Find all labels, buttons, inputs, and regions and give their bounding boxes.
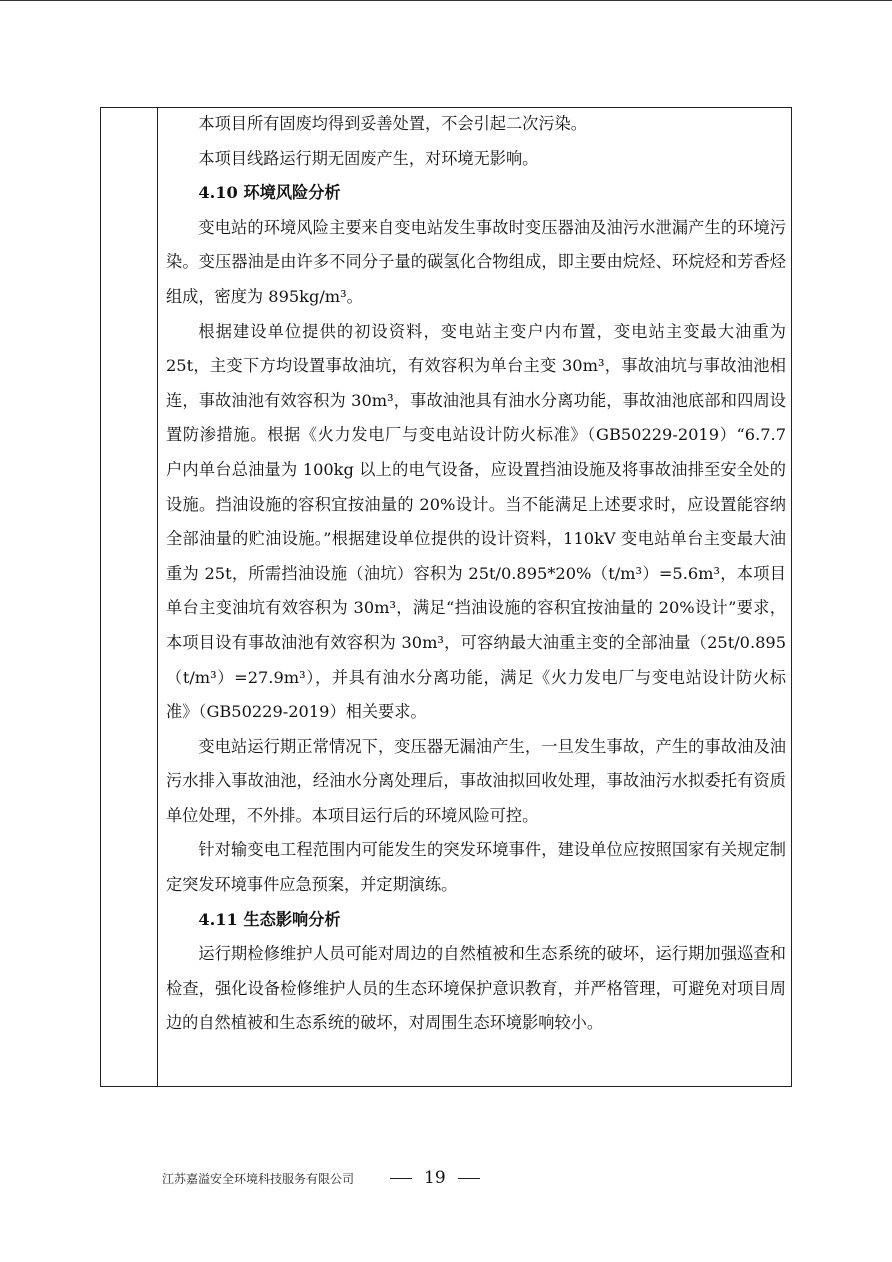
paragraph: 针对输变电工程范围内可能发生的突发环境事件，建设单位应按照国家有关规定制定突发环境事件应急预案，并定期演练。 <box>166 840 786 895</box>
page-number <box>378 1168 492 1188</box>
dash-left <box>390 1178 412 1179</box>
dash-right <box>458 1178 480 1179</box>
paragraph: 变电站运行期正常情况下，变压器无漏油产生，一旦发生事故，产生的事故油及油污水排入事故油池，经油水分离处理后，事故油拟回收处理，事故油污水拟委托有资质单位处理，不外排。本项目运行后的环境风险可控。 <box>166 736 786 825</box>
page-number-value: 19 <box>424 1168 446 1188</box>
column-divider <box>157 108 158 1086</box>
paragraph: 变电站的环境风险主要来自变电站发生事故时变压器油及油污水泄漏产生的环境污染。变压器油是由许多不同分子量的碳氢化合物组成，即主要由烷烃、环烷烃和芳香烃组成，密度为 895kg/m³。 <box>166 217 786 306</box>
company-name: 江苏嘉溢安全环境科技服务有限公司 <box>162 1171 355 1186</box>
paragraph: 本项目线路运行期无固废产生，对环境无影响。 <box>198 148 539 168</box>
section-heading: 4.10 环境风险分析 <box>198 183 341 203</box>
section-heading: 4.11 生态影响分析 <box>198 909 341 929</box>
body-text <box>166 107 786 1041</box>
top-rule <box>0 0 892 1</box>
page-footer <box>162 1166 492 1190</box>
paragraph: 本项目所有固废均得到妥善处置，不会引起二次污染。 <box>198 114 587 133</box>
paragraph: 根据建设单位提供的初设资料，变电站主变户内布置，变电站主变最大油重为 25t，主变下方均设置事故油坑，有效容积为单台主变 30m³，事故油坑与事故油池相连，事故油池有效容积为 30m³，事故油池具有油水分离功能，事故油池底部和四周设置防渗措施。根据《火力发电厂与变电站设计防火标准》（GB50229-2019）“6.7.7 户内单台总油量为 100kg 以上的电气设备，应设置挡油设施及将事故油排至安全处的设施。挡油设施的容积宜按油量的 20%设计。当不能满足上述要求时，应设置能容纳全部油量的贮油设施。”根据建设单位提供的设计资料，110kV 变电站单台主变最大油重为 25t，所需挡油设施（油坑）容积为 25t/0.895*20%（t/m³）=5.6m³，本项目单台主变油坑有效容积为 30m³，满足“挡油设施的容积宜按油量的 20%设计”要求，本项目设有事故油池有效容积为 30m³，可容纳最大油重主变的全部油量（25t/0.895（t/m³）=27.9m³），并具有油水分离功能，满足《火力发电厂与变电站设计防火标准》（GB50229-2019）相关要求。 <box>166 321 786 722</box>
paragraph: 运行期检修维护人员可能对周边的自然植被和生态系统的破坏，运行期加强巡查和检查，强化设备检修维护人员的生态环境保护意识教育，并严格管理，可避免对项目周边的自然植被和生态系统的破坏，对周围生态环境影响较小。 <box>166 944 786 1033</box>
